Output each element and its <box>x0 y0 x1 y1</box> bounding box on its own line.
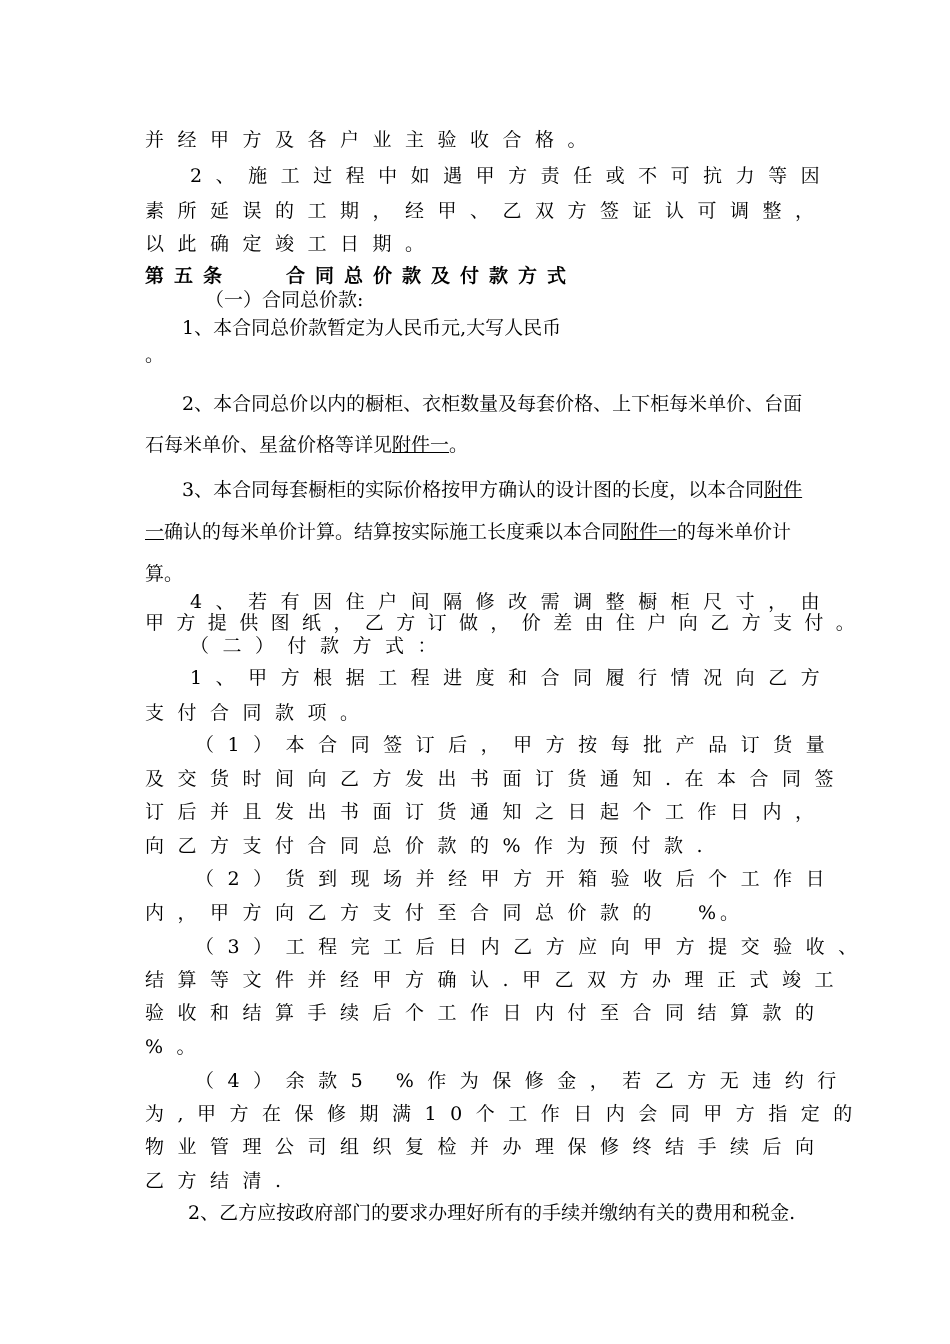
article-title: 合同总价款及付款方式 <box>286 265 577 287</box>
text-line: 乙方结清. <box>145 1170 295 1192</box>
attachment-link[interactable]: 一 <box>145 521 165 543</box>
text-line: %。 <box>145 1036 210 1058</box>
attachment-link[interactable]: 附件一 <box>620 521 678 543</box>
text-line: 。 <box>145 344 165 366</box>
text-line: 内，甲方向乙方支付至合同总价款的 <box>145 902 666 924</box>
section-heading: （一）合同总价款: <box>205 289 364 311</box>
text-segment: 的每米单价计 <box>677 521 792 543</box>
text-line: 支付合同款项。 <box>145 702 373 724</box>
text-line: 以此确定竣工日期。 <box>145 233 438 255</box>
text-line: 为,甲方在保修期满10个工作日内会同甲方指定的 <box>145 1103 866 1125</box>
text-segment: 3、本合同每套橱柜的实际价格按甲方确认的设计图的长度，以本合同 <box>182 479 765 501</box>
text-line: %。 <box>698 902 744 924</box>
text-line: 物业管理公司组织复检并办理保修终结手续后向 <box>145 1136 828 1158</box>
text-segment: 确认的每米单价计算。结算按实际施工长度乘以本合同 <box>164 521 621 543</box>
text-line <box>145 433 468 457</box>
attachment-link[interactable]: 附件 <box>764 479 803 501</box>
text-line: 向乙方支付合同总价款的%作为预付款. <box>145 835 717 857</box>
text-line: （4）余款5 %作为保修金，若乙方无违约行 <box>195 1070 850 1092</box>
text-line: 1、甲方根据工程进度和合同履行情况向乙方 <box>190 667 834 689</box>
text-line: 1、本合同总价款暂定为人民币元,大写人民币 <box>182 317 562 339</box>
text-line: （1）本合同签订后，甲方按每批产品订货量 <box>195 734 839 756</box>
attachment-link[interactable]: 附件一 <box>392 434 450 456</box>
text-line: （2）货到现场并经甲方开箱验收后个工作日 <box>195 868 839 890</box>
text-line: 并经甲方及各户业主验收合格。 <box>145 129 601 151</box>
text-segment: 石每米单价、星盆价格等详见 <box>145 434 393 456</box>
text-line: 订后并且发出书面订货通知之日起个工作日内， <box>145 801 828 823</box>
text-line <box>182 478 802 502</box>
article-number: 第五条 <box>145 265 233 287</box>
text-line: 2、本合同总价以内的橱柜、衣柜数量及每套价格、上下柜每米单价、台面 <box>182 393 803 415</box>
text-line: 甲方提供图纸，乙方订做，价差由住户向乙方支付。 <box>145 612 868 634</box>
text-line: 2、施工过程中如遇甲方责任或不可抗力等因 <box>190 165 834 187</box>
text-line: 验收和结算手续后个工作日内付至合同结算款的 <box>145 1002 828 1024</box>
text-line: 算。 <box>145 563 184 585</box>
text-line: 结算等文件并经甲方确认.甲乙双方办理正式竣工 <box>145 969 848 991</box>
text-line <box>145 520 791 544</box>
text-segment: 。 <box>449 434 469 456</box>
text-line: 4、若有因住户间隔修改需调整橱柜尺寸，由 <box>190 591 834 613</box>
text-line: 素所延误的工期，经甲、乙双方签证认可调整， <box>145 200 828 222</box>
text-line: （3）工程完工后日内乙方应向甲方提交验收、 <box>195 936 871 958</box>
text-line: 2、乙方应按政府部门的要求办理好所有的手续并缴纳有关的费用和税金. <box>188 1202 796 1224</box>
section-heading: （二）付款方式： <box>190 635 451 657</box>
text-line: 及交货时间向乙方发出书面订货通知.在本合同签 <box>145 768 848 790</box>
